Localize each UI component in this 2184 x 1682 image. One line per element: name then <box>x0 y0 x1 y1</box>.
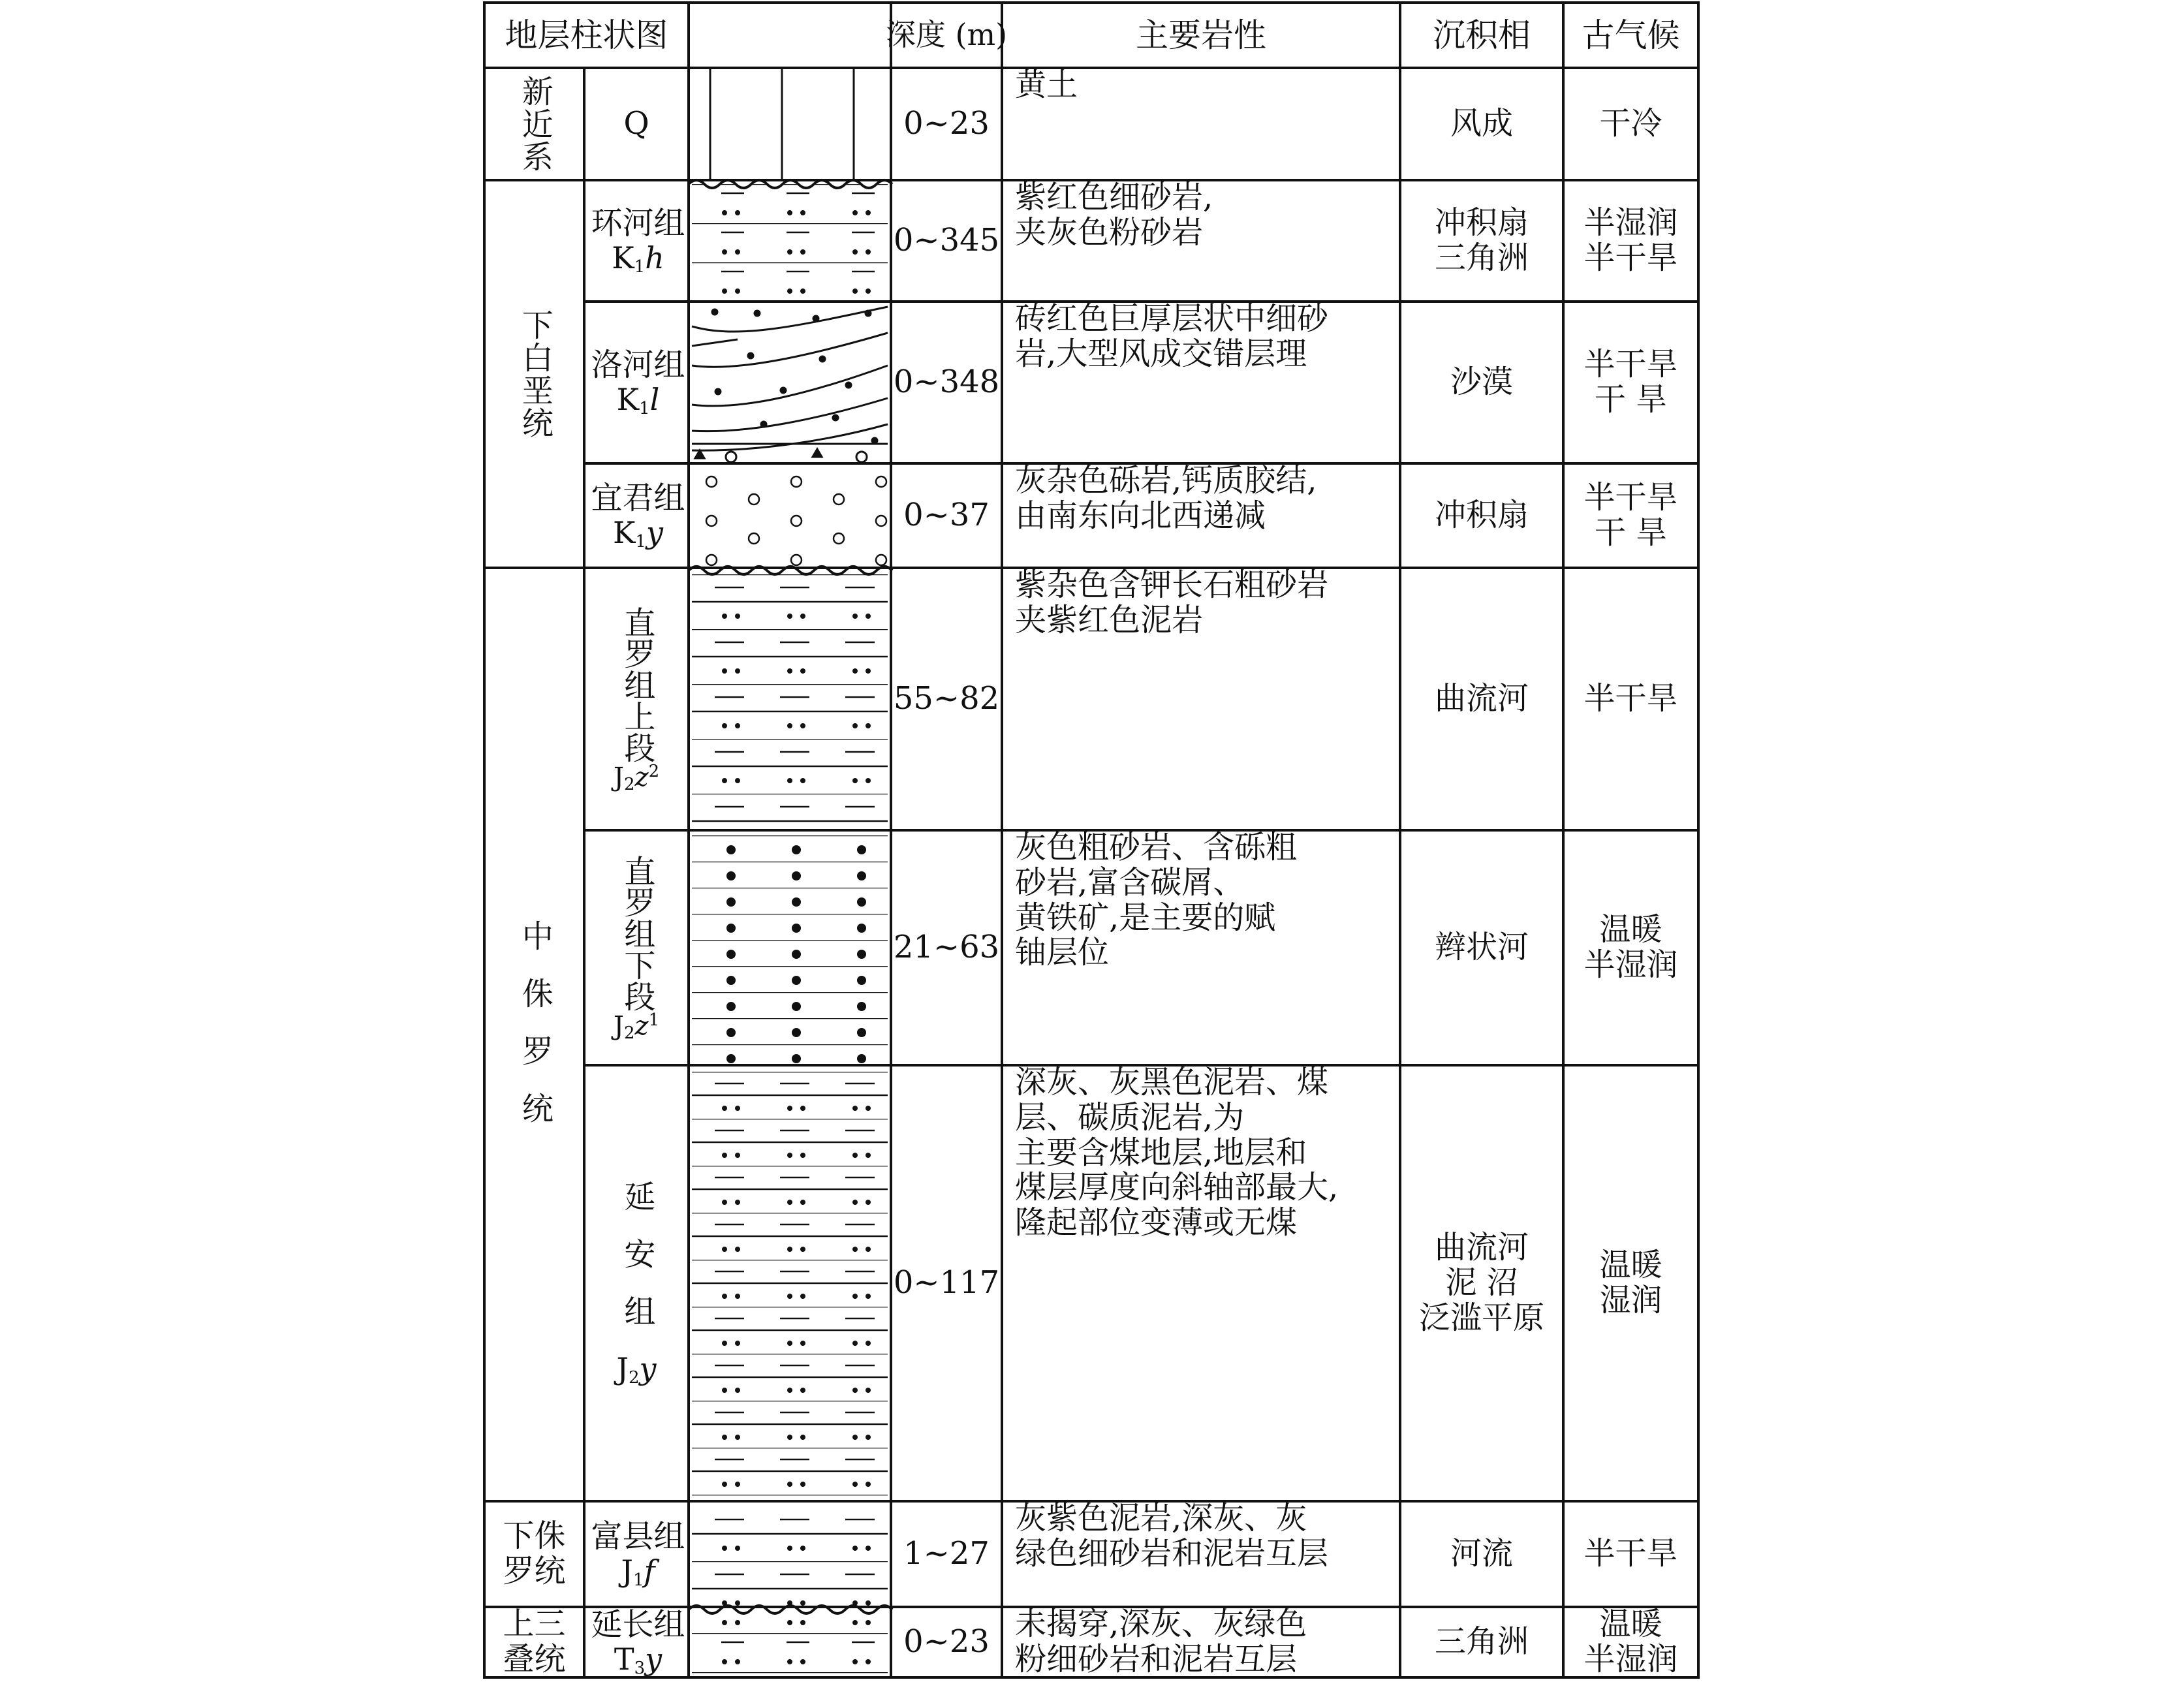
lithology-yanan-line: 隆起部位变薄或无煤 <box>1015 1204 1298 1241</box>
lithology-fuxian <box>1015 1501 1400 1607</box>
unit-zhiluo-lower-label: 直罗组下段 <box>618 854 655 1012</box>
climate-zhiluo-lower-line: 半湿润 <box>1583 946 1678 983</box>
lithology-luohe-line: 岩,大型风成交错层理 <box>1015 335 1307 372</box>
climate-q-line: 干冷 <box>1599 105 1662 142</box>
climate-fuxian-line: 半干旱 <box>1583 1535 1678 1572</box>
facies-huanhe <box>1400 180 1563 302</box>
lithology-zhiluo-lower-line: 砂岩,富含碳屑、 <box>1015 864 1245 901</box>
header-column: 地层柱状图 <box>505 16 668 54</box>
unit-yijun-label: 宜君组 <box>591 480 685 517</box>
facies-huanhe-line: 三角洲 <box>1434 240 1529 276</box>
pattern-zhiluo-lower <box>692 835 888 1067</box>
pattern-huanhe <box>692 184 888 303</box>
series-lower-jurassic <box>484 1501 584 1607</box>
lithology-luohe <box>1015 302 1400 463</box>
climate-yijun-line: 干 旱 <box>1594 514 1668 551</box>
climate-huanhe-line: 半干旱 <box>1583 240 1678 276</box>
pattern-fuxian <box>692 1508 888 1606</box>
unit-huanhe-label: 环河组 <box>591 205 685 242</box>
header-facies: 沉积相 <box>1433 16 1531 54</box>
lithology-q <box>1015 68 1400 180</box>
header-climate: 古气候 <box>1582 16 1680 54</box>
facies-zhiluo-lower <box>1400 830 1563 1065</box>
depth-fuxian: 1~27 <box>903 1535 990 1572</box>
lithology-huanhe <box>1015 180 1400 302</box>
unit-yanchang-label: 延长组 <box>591 1606 685 1643</box>
unit-zhiluo-lower-code: $J_2z^1$ <box>613 1010 660 1043</box>
series-upper-triassic <box>484 1607 584 1677</box>
facies-q <box>1400 68 1563 180</box>
lithology-fuxian-line: 灰紫色泥岩,深灰、灰 <box>1015 1500 1307 1536</box>
facies-luohe-line: 沙漠 <box>1450 364 1513 401</box>
climate-zhiluo-upper <box>1563 568 1698 830</box>
unit-luohe-name <box>584 302 692 463</box>
facies-huanhe-line: 冲积扇 <box>1434 204 1529 241</box>
unit-yijun-code: $K_1y$ <box>613 515 663 552</box>
facies-q-line: 风成 <box>1450 105 1513 142</box>
facies-zhiluo-upper-line: 曲流河 <box>1434 680 1529 717</box>
lithology-column <box>689 68 892 1675</box>
lithology-yijun-line: 灰杂色砾岩,钙质胶结, <box>1015 462 1317 499</box>
series-middle-jurassic <box>484 568 584 1501</box>
lithology-zhiluo-lower <box>1015 830 1400 1065</box>
climate-fuxian <box>1563 1501 1698 1607</box>
lithology-yanchang-line: 未揭穿,深灰、灰绿色 <box>1015 1606 1307 1642</box>
facies-fuxian-line: 河流 <box>1450 1535 1513 1572</box>
facies-zhiluo-lower-line: 辫状河 <box>1434 929 1529 966</box>
unit-yijun-name <box>584 463 692 568</box>
unit-yanan-name <box>584 1065 689 1501</box>
lithology-yanan <box>1015 1065 1400 1501</box>
series-lower-cretaceous <box>484 180 584 568</box>
lithology-zhiluo-lower-line: 灰色粗砂岩、含砾粗 <box>1015 829 1298 865</box>
climate-yanan-line: 温暖 <box>1599 1247 1662 1284</box>
depth-yanchang: 0~23 <box>903 1623 990 1660</box>
lithology-yanan-line: 主要含煤地层,地层和 <box>1015 1134 1307 1171</box>
unit-fuxian-code: $J_1f$ <box>621 1553 655 1591</box>
lithology-yanchang-line: 粉细砂岩和泥岩互层 <box>1015 1640 1298 1677</box>
lithology-luohe-line: 砖红色巨厚层状中细砂 <box>1015 300 1329 337</box>
facies-yijun-line: 冲积扇 <box>1434 497 1529 534</box>
facies-yanan-line: 泛滥平原 <box>1418 1299 1544 1336</box>
facies-yijun <box>1400 463 1563 568</box>
pattern-zhiluo-upper <box>692 574 888 832</box>
climate-q <box>1563 68 1698 180</box>
lithology-zhiluo-upper-line: 夹紫红色泥岩 <box>1015 601 1204 638</box>
series-neogene-label: 新近系 <box>516 75 554 173</box>
lithology-zhiluo-upper-line: 紫杂色含钾长石粗砂岩 <box>1015 567 1329 603</box>
depth-yijun: 0~37 <box>903 497 990 534</box>
facies-zhiluo-upper <box>1400 568 1563 830</box>
unit-zhiluo-upper-code: $J_2z^2$ <box>613 761 660 794</box>
unit-yanchang-name <box>584 1607 692 1677</box>
facies-yanchang-line: 三角洲 <box>1434 1623 1529 1660</box>
climate-yanchang-line: 半湿润 <box>1583 1641 1678 1677</box>
unit-zhiluo-upper-name <box>584 568 689 830</box>
facies-yanan <box>1400 1065 1563 1501</box>
unit-yanchang-code: $T_3y$ <box>614 1642 663 1679</box>
series-lower-jurassic-label: 下侏罗统 <box>503 1518 566 1589</box>
facies-luohe <box>1400 302 1563 463</box>
depth-huanhe: 0~345 <box>893 222 1000 259</box>
header-depth: 深度 (m) <box>885 17 1008 53</box>
unit-luohe-code: $K_1l$ <box>616 382 660 419</box>
unit-yanan-code: $J_2y$ <box>616 1351 657 1388</box>
pattern-yanan <box>692 1072 888 1503</box>
lithology-zhiluo-lower-line: 铀层位 <box>1015 934 1110 971</box>
lithology-huanhe-line: 夹灰色粉砂岩 <box>1015 213 1204 251</box>
header-lithology: 主要岩性 <box>1136 16 1266 54</box>
lithology-yanchang <box>1015 1607 1400 1677</box>
depth-q: 0~23 <box>903 105 990 142</box>
unit-yanan-label: 延安组 <box>618 1180 655 1353</box>
pattern-luohe-crossbed <box>692 303 888 465</box>
lithology-fuxian-line: 绿色细砂岩和泥岩互层 <box>1015 1534 1329 1572</box>
lithology-yanan-line: 深灰、灰黑色泥岩、煤 <box>1015 1064 1329 1100</box>
lithology-yijun-line: 由南东向北西递减 <box>1015 497 1266 534</box>
pattern-yijun <box>692 470 888 568</box>
climate-yijun <box>1563 463 1698 568</box>
lithology-yanan-line: 层、碳质泥岩,为 <box>1015 1098 1245 1136</box>
climate-yanchang-line: 温暖 <box>1599 1606 1662 1643</box>
climate-luohe <box>1563 302 1698 463</box>
facies-yanan-line: 曲流河 <box>1434 1229 1529 1266</box>
facies-fuxian <box>1400 1501 1563 1607</box>
lithology-yijun <box>1015 463 1400 568</box>
lithology-huanhe-line: 紫红色细砂岩, <box>1015 179 1213 215</box>
climate-zhiluo-lower <box>1563 830 1698 1065</box>
series-neogene <box>484 68 584 180</box>
climate-yijun-line: 半干旱 <box>1583 479 1678 516</box>
pattern-loess <box>692 68 888 180</box>
climate-luohe-line: 干 旱 <box>1594 381 1668 418</box>
series-lower-cretaceous-label: 下白垩统 <box>516 309 554 439</box>
unit-luohe-label: 洛河组 <box>591 347 685 384</box>
series-middle-jurassic-label: 中侏罗统 <box>516 920 554 1149</box>
unit-zhiluo-upper-label: 直罗组上段 <box>618 606 655 763</box>
unit-fuxian-name <box>584 1501 692 1607</box>
pattern-yanchang <box>692 1612 888 1675</box>
depth-zhiluo-lower: 21~63 <box>893 929 1000 966</box>
lithology-zhiluo-upper <box>1015 568 1400 830</box>
unit-huanhe-code: $K_1h$ <box>612 240 664 277</box>
facies-yanchang <box>1400 1607 1563 1677</box>
climate-zhiluo-upper-line: 半干旱 <box>1583 680 1678 717</box>
lithology-q-line: 黄土 <box>1015 67 1078 103</box>
climate-yanan <box>1563 1065 1698 1501</box>
depth-yanan: 0~117 <box>893 1264 1000 1301</box>
depth-luohe: 0~348 <box>893 364 1000 401</box>
unit-q-name: Q <box>623 105 649 142</box>
unit-huanhe-name <box>584 180 692 302</box>
climate-huanhe <box>1563 180 1698 302</box>
climate-luohe-line: 半干旱 <box>1583 346 1678 383</box>
unit-zhiluo-lower-name <box>584 830 689 1065</box>
climate-yanchang <box>1563 1607 1698 1677</box>
unit-fuxian-label: 富县组 <box>591 1518 685 1555</box>
climate-yanan-line: 湿润 <box>1599 1282 1662 1318</box>
series-upper-triassic-label: 上三叠统 <box>503 1606 566 1677</box>
climate-zhiluo-lower-line: 温暖 <box>1599 911 1662 948</box>
climate-huanhe-line: 半湿润 <box>1583 204 1678 241</box>
facies-yanan-line: 泥 沼 <box>1445 1264 1518 1301</box>
lithology-yanan-line: 煤层厚度向斜轴部最大, <box>1015 1169 1339 1206</box>
depth-zhiluo-upper: 55~82 <box>893 680 1000 717</box>
lithology-zhiluo-lower-line: 黄铁矿,是主要的赋 <box>1015 899 1276 936</box>
